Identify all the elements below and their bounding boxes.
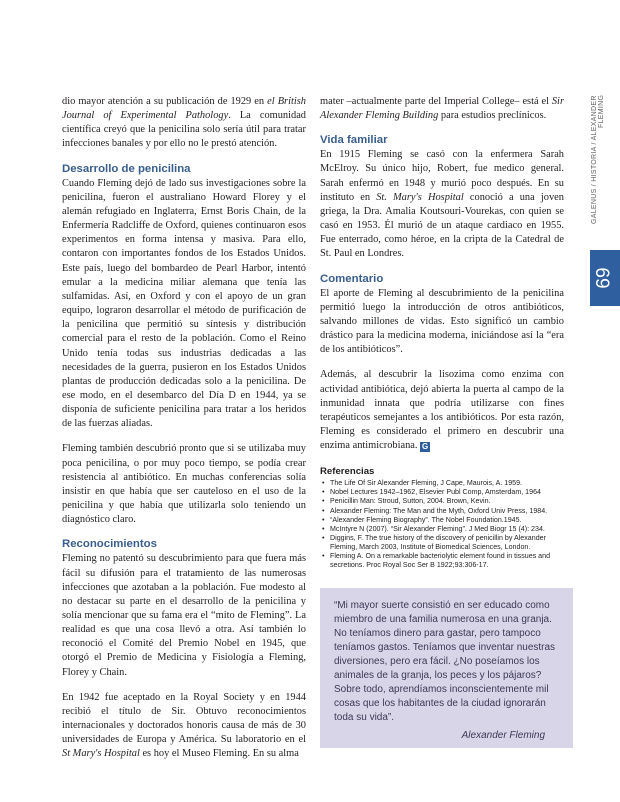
journal-title: el British Journal of Experimental Pathology (62, 96, 306, 122)
reference-item: • Fleming A. On a remarkable bacteriolytic element found in tissues and secretions. Proc Royal Soc Ser B 1922;93:306-17. (330, 552, 564, 570)
hospital-name-2: St. Mary's Hospital (376, 191, 464, 203)
quote-text: “Mi mayor suerte consistió en ser educado como miembro de una familia numerosa en una granja. No teníamos dinero para gastar, pero tampoco teníamos gastos. Teníamos que inventar nuestras diversiones, pero era fácil. ¿No poseíamos los animales de la granja, los peces y los pájaros? Sobre todo, aprendíamos inconscientemente mil cosas que los habitantes de la ciudad ignorarán toda su vida”. (334, 600, 556, 723)
references-list (320, 479, 564, 570)
heading-desarrollo: Desarrollo de penicilina (62, 162, 191, 175)
page-number-tab (590, 250, 620, 306)
paragraph-vida-familiar: En 1915 Fleming se casó con la enfermera Sarah McElroy. Su único hijo, Robert, fue medico general. Sarah enfermó en 1948 y murió poco después. En su instituto en St. Mary's Hospital conoció a una joven griega, la Dra. Amalia Koutsouri-Vourekas, con quien se casó en 1953. Él murió de un ataque cardiaco en 1955. Fue enterrado, como héroe, en la cripta de la Catedral de St. Paul en Londres. (320, 149, 564, 260)
heading-vida-familiar: Vida familiar (320, 134, 388, 147)
heading-reconocimientos: Reconocimientos (62, 538, 157, 551)
reference-item: • Penicillin Man: Stroud, Sutton, 2004. Brown, Kevin. (330, 497, 564, 506)
paragraph-reconocimientos: Fleming no patentó su descubrimiento para que fuera más fácil su difusión para el tratamiento de las numerosas infecciones que azotaban a la población. Fue modesto al no destacar su parte en el desarrollo de la penicilina y solía mencionar que su fama era el “mito de Fleming”. La realidad es que una cosa llevó a otra. Así también lo reconoció el Comité del Premio Nobel en 1945, que otorgó el Premio de Medicina y Fisiología a Fleming, Florey y Chain. (62, 553, 306, 678)
paragraph-comentario: El aporte de Fleming al descubrimiento de la penicilina permitió luego la introducción de otros antibióticos, salvando millones de vidas. Esto significó un cambio drástico para la medicina moderna, iniciándose así la “era de los antibióticos”. (320, 287, 564, 356)
reference-item: • “Alexander Fleming Biography”. The Nobel Foundation.1945. (330, 516, 564, 525)
hospital-name: St Mary's Hospital (62, 748, 140, 760)
galenus-end-mark-icon: G (422, 442, 429, 452)
paragraph-alma-mater: mater –actualmente parte del Imperial College– está el Sir Alexander Fleming Building para estudios preclínicos. (320, 96, 564, 122)
heading-referencias: Referencias (320, 466, 375, 478)
quote-author: Alexander Fleming (461, 730, 545, 741)
running-head: GALENUS / HISTORIA / ALEXANDER FLEMING (591, 95, 605, 224)
left-column (62, 95, 306, 762)
right-column (320, 95, 564, 570)
paragraph-intro: dio mayor atención a su publicación de 1929 en el British Journal of Experimental Pathology. La comunidad científica creyó que la penicilina solo sería útil para tratar infecciones banales y por ello no le prestó atención. (62, 96, 306, 150)
reference-item: • McIntyre N (2007). “Sir Alexander Fleming”. J Med Biogr 15 (4): 234. (330, 525, 564, 534)
page-number: 69 (593, 267, 615, 289)
reference-item: • Diggins, F. The true history of the discovery of penicillin by Alexander Fleming, March 2003, Institute of Biomedical Sciences, London. (330, 534, 564, 552)
paragraph-lisozima: Además, al descubrir la lisozima como enzima con actividad antibiótica, dejó abierta la puerta al campo de la inmunidad innata que podría utilizarse con fines terapéuticos semejantes a los antibióticos. Por esta razón, Fleming es considerado el primero en descubrir una enzima antimicrobiana. G (320, 369, 564, 452)
reference-item: • Nobel Lectures 1942–1962, Elsevier Publ Comp, Amsterdam, 1964 (330, 488, 564, 497)
paragraph-desarrollo: Cuando Fleming dejó de lado sus investigaciones sobre la penicilina, fueron el australiano Howard Florey y el alemán refugiado en Inglaterra, Ernst Boris Chain, de la Enfermería Radcliffe de Oxford, quienes continuaron esos experimentos en forma intensa y masiva. Para ello, contaron con importantes fondos de los Estados Unidos. Este país, luego del bombardeo de Pearl Harbor, intentó emular a la medicina miliar alemana que tenía las sulfamidas. Así, en Oxford y con el apoyo de un gran equipo, lograron desarrollar el método de purificación de la penicilina que permitió su síntesis y distribución comercial para el resto de la población. Como el Reino Unido tenía todas sus industrias dedicadas a las necesidades de la guerra, pusieron en los Estados Unidos plantas de producción dedicadas solo a la penicilina. De ese modo, en el desembarco del Día D en 1944, ya se disponía de suficiente penicilina para tratar a los heridos de las fuerzas aliadas. (62, 177, 306, 430)
building-name: Sir Alexander Fleming Building (320, 96, 564, 122)
paragraph-1942: En 1942 fue aceptado en la Royal Society y en 1944 recibió el título de Sir. Obtuvo reconocimientos internacionales y doctorados honoris causa de más de 30 universidades de Europa y América. Su laboratorio en el St Mary's Hospital es hoy el Museo Fleming. En su alma (62, 691, 306, 760)
heading-comentario: Comentario (320, 272, 384, 285)
paragraph-resistencia: Fleming también descubrió pronto que si se utilizaba muy poca penicilina, o por muy poco tiempo, se podía crear resistencia al antibiótico. En muchas conferencias solía insistir en que había que ser cauteloso en el uso de la penicilina y que había que utilizarla solo teniendo un diagnóstico claro. (62, 443, 306, 526)
reference-item: • The Life Of Sir Alexander Fleming, J Cape, Maurois, A. 1959. (330, 479, 564, 488)
reference-item: • Alexander Fleming: The Man and the Myth, Oxford Univ Press, 1984. (330, 507, 564, 516)
quote-box (320, 588, 573, 748)
